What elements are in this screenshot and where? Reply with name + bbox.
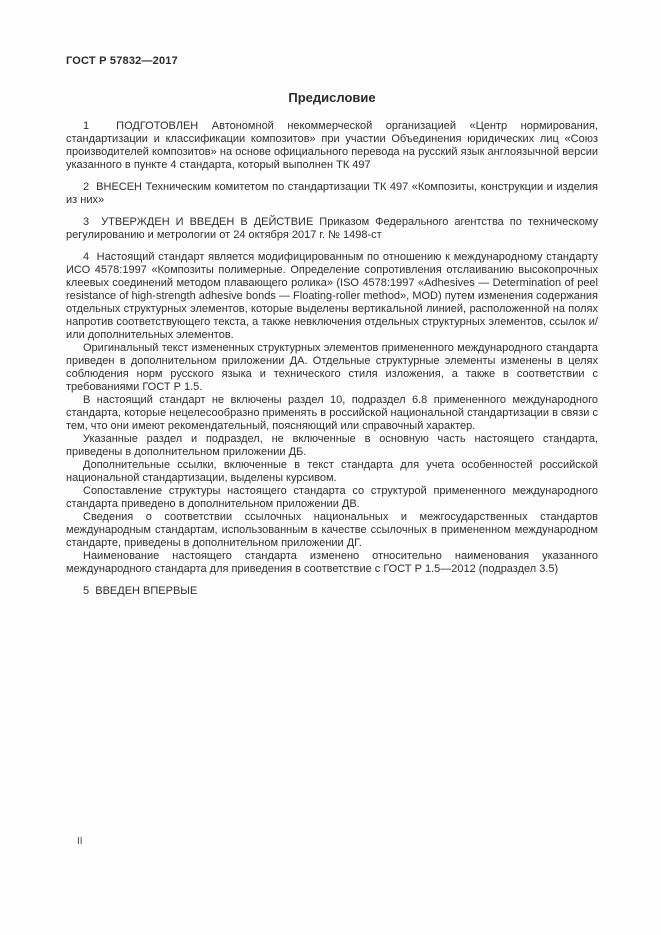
- foreword-paragraph: Дополнительные ссылки, включенные в текст стандарта для учета особенностей российской национальной стандартизации, выделены курсивом.: [66, 459, 598, 484]
- foreword-paragraph: 4 Настоящий стандарт является модифицированным по отношению к международному стандарту ИСО 4578:1997 «Композиты полимерные. Определение сопротивления отслаиванию высокопрочных клеевых соединений методом плавающего ролика» (ISO 4578:1997 «Adhesives — Determination of peel resistance of high-strength adhesive bonds — Floating-roller method», MOD) путем изменения содержания отдельных структурных элементов, которые выделены вертикальной линией, расположенной на полях напротив соответствующего текста, а также невключения отдельных структурных элементов, ссылок и/или дополнительных элементов.: [66, 251, 598, 341]
- document-code: ГОСТ Р 57832—2017: [66, 55, 178, 67]
- foreword-body: [66, 120, 598, 598]
- foreword-paragraph: Оригинальный текст измененных структурных элементов примененного международного стандарта приведен в дополнительном приложении ДА. Отдельные структурные элементы изменены в целях соблюдения норм русского языка и технического стиля изложения, а также в соответствии с требованиями ГОСТ Р 1.5.: [66, 342, 598, 393]
- foreword-paragraph: 1 ПОДГОТОВЛЕН Автономной некоммерческой организацией «Центр нормирования, стандартизации и классификации композитов» при участии Объединения юридических лиц «Союз производителей композитов» на основе официального перевода на русский язык англоязычной версии указанного в пункте 4 стандарта, который выполнен ТК 497: [66, 120, 598, 171]
- foreword-title: Предисловие: [288, 90, 376, 105]
- foreword-paragraph: В настоящий стандарт не включены раздел 10, подраздел 6.8 примененного международного стандарта, которые нецелесообразно применять в российской национальной стандартизации в связи с тем, что они имеют рекомендательный, поясняющий или справочный характер.: [66, 394, 598, 432]
- foreword-paragraph: Сопоставление структуры настоящего стандарта со структурой примененного международного стандарта приведено в дополнительном приложении ДВ.: [66, 485, 598, 510]
- page-number: II: [77, 836, 83, 847]
- foreword-paragraph: 5 ВВЕДЕН ВПЕРВЫЕ: [83, 585, 198, 597]
- foreword-paragraph: 3 УТВЕРЖДЕН И ВВЕДЕН В ДЕЙСТВИЕ Приказом Федерального агентства по техническому регулированию и метрологии от 24 октября 2017 г. № 1498-ст: [66, 216, 598, 241]
- foreword-paragraph: Наименование настоящего стандарта изменено относительно наименования указанного международного стандарта для приведения в соответствие с ГОСТ Р 1.5—2012 (подраздел 3.5): [66, 550, 598, 575]
- foreword-paragraph: Указанные раздел и подраздел, не включенные в основную часть настоящего стандарта, приведены в дополнительном приложении ДБ.: [66, 433, 598, 458]
- foreword-paragraph: 2 ВНЕСЕН Техническим комитетом по стандартизации ТК 497 «Композиты, конструкции и изделия из них»: [66, 181, 598, 206]
- foreword-paragraph: Сведения о соответствии ссылочных национальных и межгосударственных стандартов международным стандартам, использованным в качестве ссылочных в примененном международном стандарте, приведены в дополнительном приложении ДГ.: [66, 511, 598, 549]
